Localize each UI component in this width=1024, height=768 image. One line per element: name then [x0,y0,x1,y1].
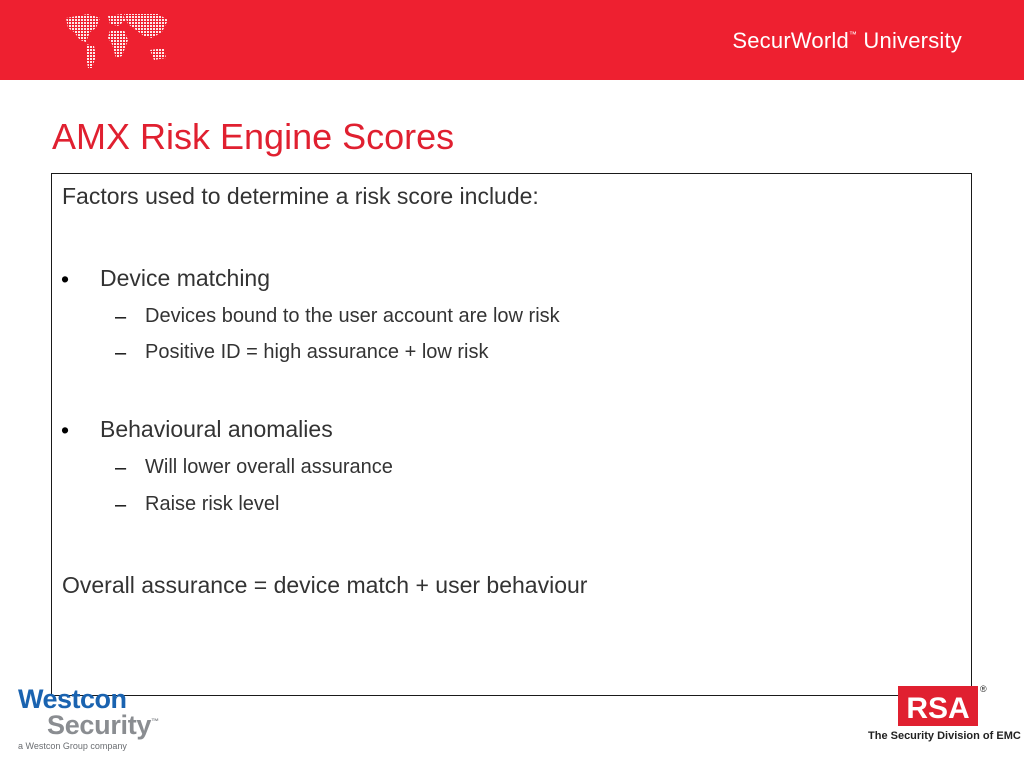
content-box [51,173,972,696]
dash-glyph: – [115,342,127,364]
dash-glyph: – [115,306,127,328]
security-wordmark: Security™ [47,710,159,740]
bullet-glyph: • [61,266,70,292]
svg-text:®: ® [980,684,987,694]
slide-title: AMX Risk Engine Scores [52,116,455,157]
securworld-university-logo: SecurWorld™ University [732,28,962,53]
rsa-logo [898,680,990,726]
bullet-device-matching: Device matching [100,265,271,291]
summary-text: Overall assurance = device match + user behaviour [62,572,588,598]
subitem-devices-bound: Devices bound to the user account are low risk [145,305,560,327]
header-banner [0,0,1024,80]
subitem-positive-id: Positive ID = high assurance + low risk [145,341,489,363]
world-map-icon [60,10,172,72]
westcon-tagline: a Westcon Group company [18,741,127,751]
bullet-behavioural-anomalies: Behavioural anomalies [100,416,333,442]
subitem-lower-assurance: Will lower overall assurance [145,456,393,478]
svg-text:RSA: RSA [906,692,970,725]
westcon-security-logo [18,686,178,756]
bullet-glyph: • [61,417,70,443]
rsa-tagline: The Security Division of EMC [868,730,1021,742]
subitem-raise-risk: Raise risk level [145,493,280,515]
westcon-wordmark: Westcon [18,684,127,714]
dash-glyph: – [115,494,127,516]
intro-text: Factors used to determine a risk score include: [62,183,539,209]
dash-glyph: – [115,457,127,479]
